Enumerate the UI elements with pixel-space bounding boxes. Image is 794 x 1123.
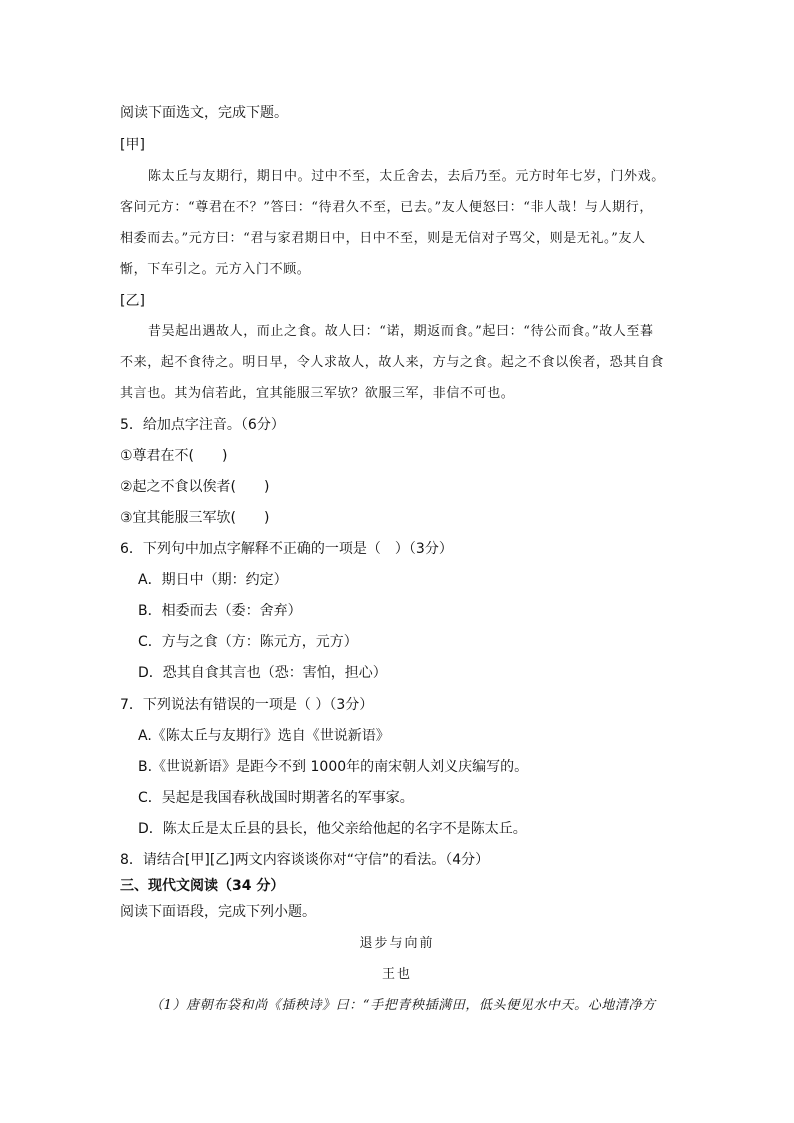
article-paragraph: （1）唐朝布袋和尚《插秧诗》曰：“手把青秧插满田，低头便见水中天。心地清净方 <box>150 998 656 1013</box>
question-6-option: D．恐其自食其言也（恐：害怕，担心） <box>138 665 387 681</box>
question-6-option: B．相委而去（委：舍弃） <box>138 603 302 619</box>
question-6-title: 6．下列句中加点字解释不正确的一项是（ ）（3分） <box>120 541 453 557</box>
question-5-item: ①尊君在不( ) <box>120 448 228 464</box>
yi-line: 其言也。其为信若此，宜其能服三军欤？欲服三军，非信不可也。 <box>120 386 515 401</box>
yi-line: 昔吴起出遇故人，而止之食。故人曰：“诺，期返而食。”起曰：“待公而食。”故人至暮 <box>148 324 654 339</box>
jia-label: [甲] <box>120 137 145 153</box>
article-title: 退步与向前 <box>359 936 435 951</box>
yi-line: 不来，起不食待之。明日早，令人求故人，故人来，方与之食。起之不食以俟者，恐其自食 <box>120 355 665 370</box>
question-6-option: C．方与之食（方：陈元方，元方） <box>138 634 358 650</box>
jia-line: 陈太丘与友期行，期日中。过中不至，太丘舍去，去后乃至。元方时年七岁，门外戏。 <box>148 169 665 184</box>
question-5-item: ②起之不食以俟者( ) <box>120 479 270 495</box>
yi-label: [乙] <box>120 293 145 309</box>
question-7-option: B.《世说新语》是距今不到 1000年的南宋朝人刘义庆编写的。 <box>138 759 529 775</box>
section-3-intro: 阅读下面语段，完成下列小题。 <box>120 904 316 920</box>
question-8-title: 8．请结合[甲][乙]两文内容谈谈你对“守信”的看法。（4分） <box>120 852 490 868</box>
question-7-option: C．吴起是我国春秋战国时期著名的军事家。 <box>138 790 414 806</box>
intro-text: 阅读下面选文，完成下题。 <box>120 105 288 121</box>
jia-line: 惭，下车引之。元方入门不顾。 <box>120 262 311 277</box>
question-5-item: ③宜其能服三军欤( ) <box>120 510 270 526</box>
question-5-title: 5．给加点字注音。（6分） <box>120 417 285 433</box>
question-7-title: 7．下列说法有错误的一项是（ ）（3分） <box>120 697 374 713</box>
question-7-option: D．陈太丘是太丘县的县长，他父亲给他起的名字不是陈太丘。 <box>138 821 527 837</box>
article-author: 王也 <box>381 967 412 982</box>
question-6-option: A．期日中（期：约定） <box>138 572 288 588</box>
jia-line: 客问元方：“尊君在不？”答曰：“待君久不至，已去。”友人便怒曰：“非人哉！与人期行， <box>120 200 653 215</box>
section-3-heading: 三、现代文阅读（34 分） <box>120 878 285 894</box>
jia-line: 相委而去。”元方曰：“君与家君期日中，日中不至，则是无信对子骂父，则是无礼。”友人 <box>120 231 646 246</box>
question-7-option: A.《陈太丘与友期行》选自《世说新语》 <box>138 728 390 744</box>
